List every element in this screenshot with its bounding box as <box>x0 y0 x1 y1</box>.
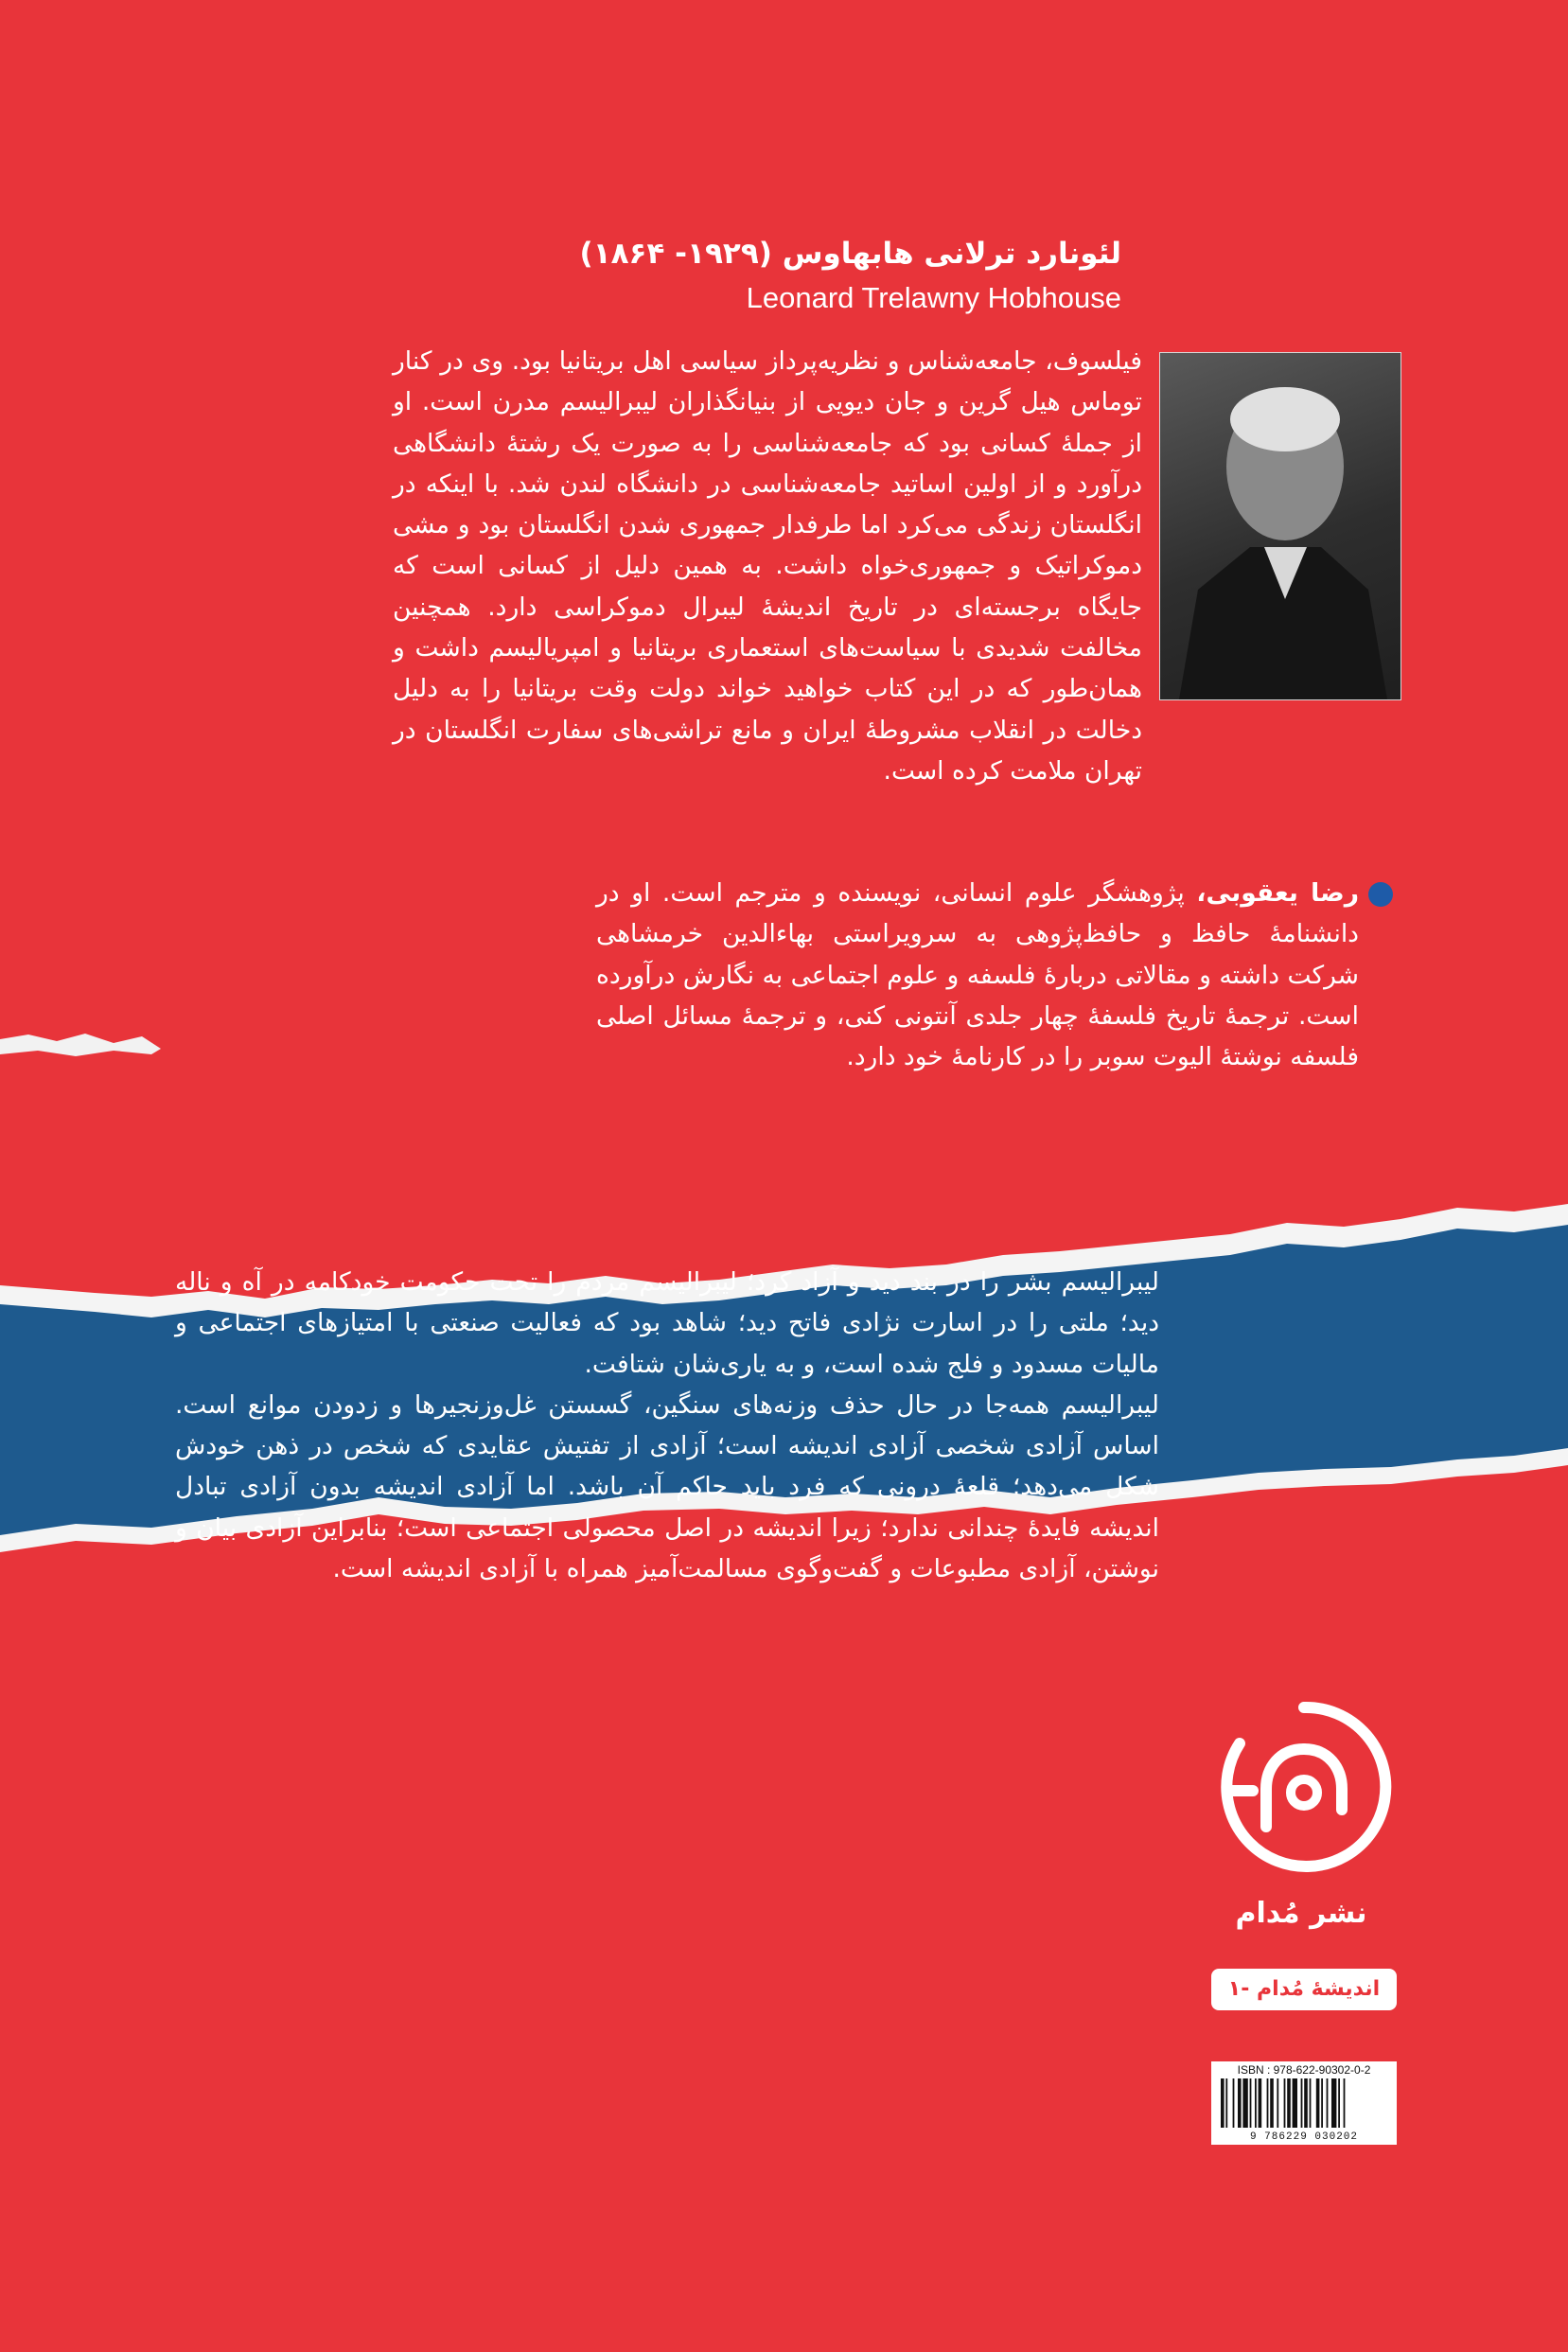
barcode-bar <box>1310 2078 1312 2128</box>
author-name-persian: لئونارد ترلانی هابهاوس (۱۹۲۹- ۱۸۶۴) <box>579 237 1121 271</box>
author-biography: فیلسوف، جامعه‌شناس و نظریه‌پرداز سیاسی اهل بریتانیا بود. وی در کنار توماس هیل گرین و جان دیویی از بنیانگذاران لیبرالیسم مدرن است. او از جملهٔ کسانی بود که جامعه‌شناسی را به صورت یک رشتهٔ دانشگاهی درآورد و از اولین اساتید جامعه‌شناسی در دانشگاه لندن شد. با اینکه در انگلستان زندگی می‌کرد اما طرفدار جمهوری شدن انگلستان بود و مشی دموکراتیک و جمهوری‌خواه داشت. به همین دلیل از کسانی است که جایگاه برجسته‌ای در تاریخ اندیشهٔ لیبرال دموکراسی دارد. همچنین مخالفت شدیدی با سیاست‌های استعماری بریتانیا و امپریالیسم داشت و همان‌طور که در این کتاب خواهید خواند دولت وقت بریتانیا را به دلیل دخالت در انقلاب مشروطهٔ ایران و مانع تراشی‌های سفارت انگلستان در تهران ملامت کرده است. <box>393 346 1142 786</box>
publisher-logo-icon <box>1211 1694 1397 1883</box>
isbn-number: ISBN : 978-622-90302-0-2 <box>1237 2063 1371 2077</box>
barcode-bar <box>1267 2078 1269 2128</box>
barcode-bar <box>1277 2078 1278 2128</box>
author-name-english: Leonard Trelawny Hobhouse <box>746 281 1121 314</box>
series-badge: اندیشهٔ مُدام -۱ <box>1211 1969 1397 2010</box>
translator-biography <box>596 873 1359 1077</box>
author-portrait-photo <box>1159 352 1401 700</box>
barcode-bar <box>1331 2078 1336 2128</box>
barcode-bar <box>1225 2078 1227 2128</box>
barcode-bar <box>1284 2078 1286 2128</box>
barcode-bar <box>1338 2078 1340 2128</box>
publisher-name: نشر مُدام <box>1235 1897 1367 1930</box>
barcode-bar <box>1344 2078 1346 2128</box>
excerpt-paragraph-1: لیبرالیسم بشر را در بند دید و آزاد کرد؛ لیبرالیسم مردم را تحت حکومت خودکامه در آه و ناله دید؛ ملتی را در اسارت نژادی فاتح دید؛ شاهد بود که فعالیت صنعتی با امتیازهای اجتماعی و مالیات مسدود و فلج شده است، و به یاری‌شان شتافت. <box>175 1267 1159 1379</box>
barcode-bars <box>1221 2078 1387 2128</box>
barcode-bar <box>1250 2078 1252 2128</box>
barcode-bar <box>1287 2078 1291 2128</box>
book-excerpt <box>175 1262 1159 1589</box>
barcode-bar <box>1255 2078 1257 2128</box>
translator-name: رضا یعقوبی، <box>1196 878 1359 908</box>
barcode-digits: 9 786229 030202 <box>1249 2131 1359 2143</box>
bullet-dot-icon <box>1368 882 1393 907</box>
barcode-bar <box>1293 2078 1297 2128</box>
barcode-bar <box>1270 2078 1274 2128</box>
barcode-bar <box>1316 2078 1320 2128</box>
barcode-bar <box>1327 2078 1329 2128</box>
barcode-bar <box>1242 2078 1247 2128</box>
isbn-barcode <box>1211 2061 1397 2145</box>
barcode-bar <box>1304 2078 1308 2128</box>
portrait-silhouette <box>1160 353 1401 699</box>
barcode-bar <box>1321 2078 1323 2128</box>
excerpt-paragraph-2: لیبرالیسم همه‌جا در حال حذف وزنه‌های سنگین، گسستن غل‌وزنجیرها و زدودن موانع است. اساس آزادی شخصی آزادی اندیشه است؛ آزادی از تفتیش عقایدی که شخص در ذهن خودش شکل می‌دهد؛ قلعهٔ درونی که فرد باید حاکم آن باشد. اما آزادی اندیشه بدون آزادی تبادل اندیشه فایدهٔ چندانی ندارد؛ زیرا اندیشه در اصل محصولی اجتماعی است؛ بنابراین آزادی بیان و نوشتن، آزادی مطبوعات و گفت‌وگوی مسالمت‌آمیز همراه با آزادی اندیشه است. <box>175 1389 1159 1584</box>
barcode-bar <box>1238 2078 1242 2128</box>
barcode-bar <box>1221 2078 1224 2128</box>
small-torn-edge <box>0 1034 161 1056</box>
barcode-bar <box>1233 2078 1235 2128</box>
barcode-bar <box>1259 2078 1262 2128</box>
translator-bio-text: پژوهشگر علوم انسانی، نویسنده و مترجم است. او در دانشنامهٔ حافظ و حافظ‌پژوهی به سرویراستی بهاءالدین خرمشاهی شرکت داشته و مقالاتی دربارهٔ فلسفه و علوم اجتماعی به نگارش درآورده است. ترجمهٔ تاریخ فلسفهٔ چهار جلدی آنتونی کنی، و ترجمهٔ مسائل اصلی فلسفه نوشتهٔ الیوت سوبر را در کارنامهٔ خود دارد. <box>596 878 1359 1072</box>
barcode-bar <box>1301 2078 1303 2128</box>
